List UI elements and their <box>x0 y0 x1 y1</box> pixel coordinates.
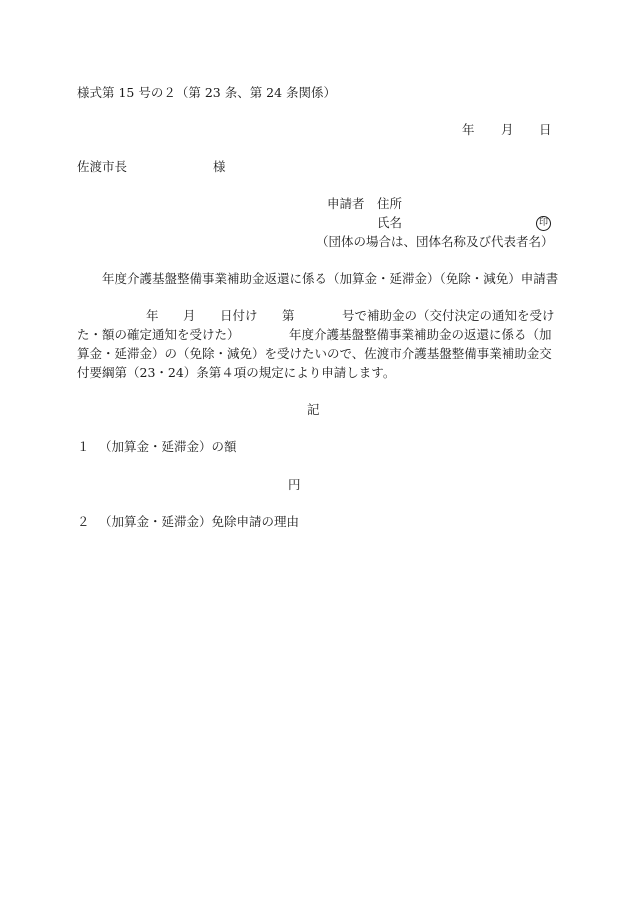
form-number: 様式第 15 号の２（第 23 条、第 24 条関係） <box>77 85 337 100</box>
body-line2-part1: た・額の確定通知を受けた） <box>77 327 240 342</box>
applicant-label: 申請者 <box>327 196 365 211</box>
applicant-name-label: 氏名 <box>377 215 403 230</box>
applicant-address-label: 住所 <box>377 196 403 211</box>
date-month-label: 月 <box>501 122 514 137</box>
item-1-label: （加算金・延滞金）の額 <box>99 439 237 454</box>
body-line3: 算金・延滞金）の（免除・減免）を受けたいので、佐渡市介護基盤整備事業補助金交 <box>77 346 552 361</box>
body-month: 月 <box>183 308 196 323</box>
body-line4: 付要綱第（23・24）条第４項の規定により申請します。 <box>77 365 396 380</box>
body-line2-part2: 年度介護基盤整備事業補助金の返還に係る（加 <box>289 327 552 342</box>
document-title: 年度介護基盤整備事業補助金返還に係る（加算金・延滞金）（免除・減免）申請書 <box>102 271 559 286</box>
addressee-honorific: 様 <box>213 159 226 174</box>
item-2-label: （加算金・延滞金）免除申請の理由 <box>99 514 300 529</box>
addressee-mayor: 佐渡市長 <box>77 159 128 174</box>
ki-heading: 記 <box>307 402 320 417</box>
body-date-suffix: 日付け <box>220 308 258 323</box>
body-year: 年 <box>146 308 159 323</box>
seal-mark: 印 <box>536 216 551 231</box>
item-1-number: １ <box>77 439 90 454</box>
date-year-label: 年 <box>462 122 475 137</box>
amount-yen: 円 <box>288 477 301 492</box>
date-day-label: 日 <box>539 122 552 137</box>
applicant-group-note: （団体の場合は、団体名称及び代表者名） <box>316 234 554 249</box>
body-dai: 第 <box>282 308 295 323</box>
item-2-number: ２ <box>77 514 90 529</box>
body-line1-rest: 号で補助金の（交付決定の通知を受け <box>342 308 555 323</box>
